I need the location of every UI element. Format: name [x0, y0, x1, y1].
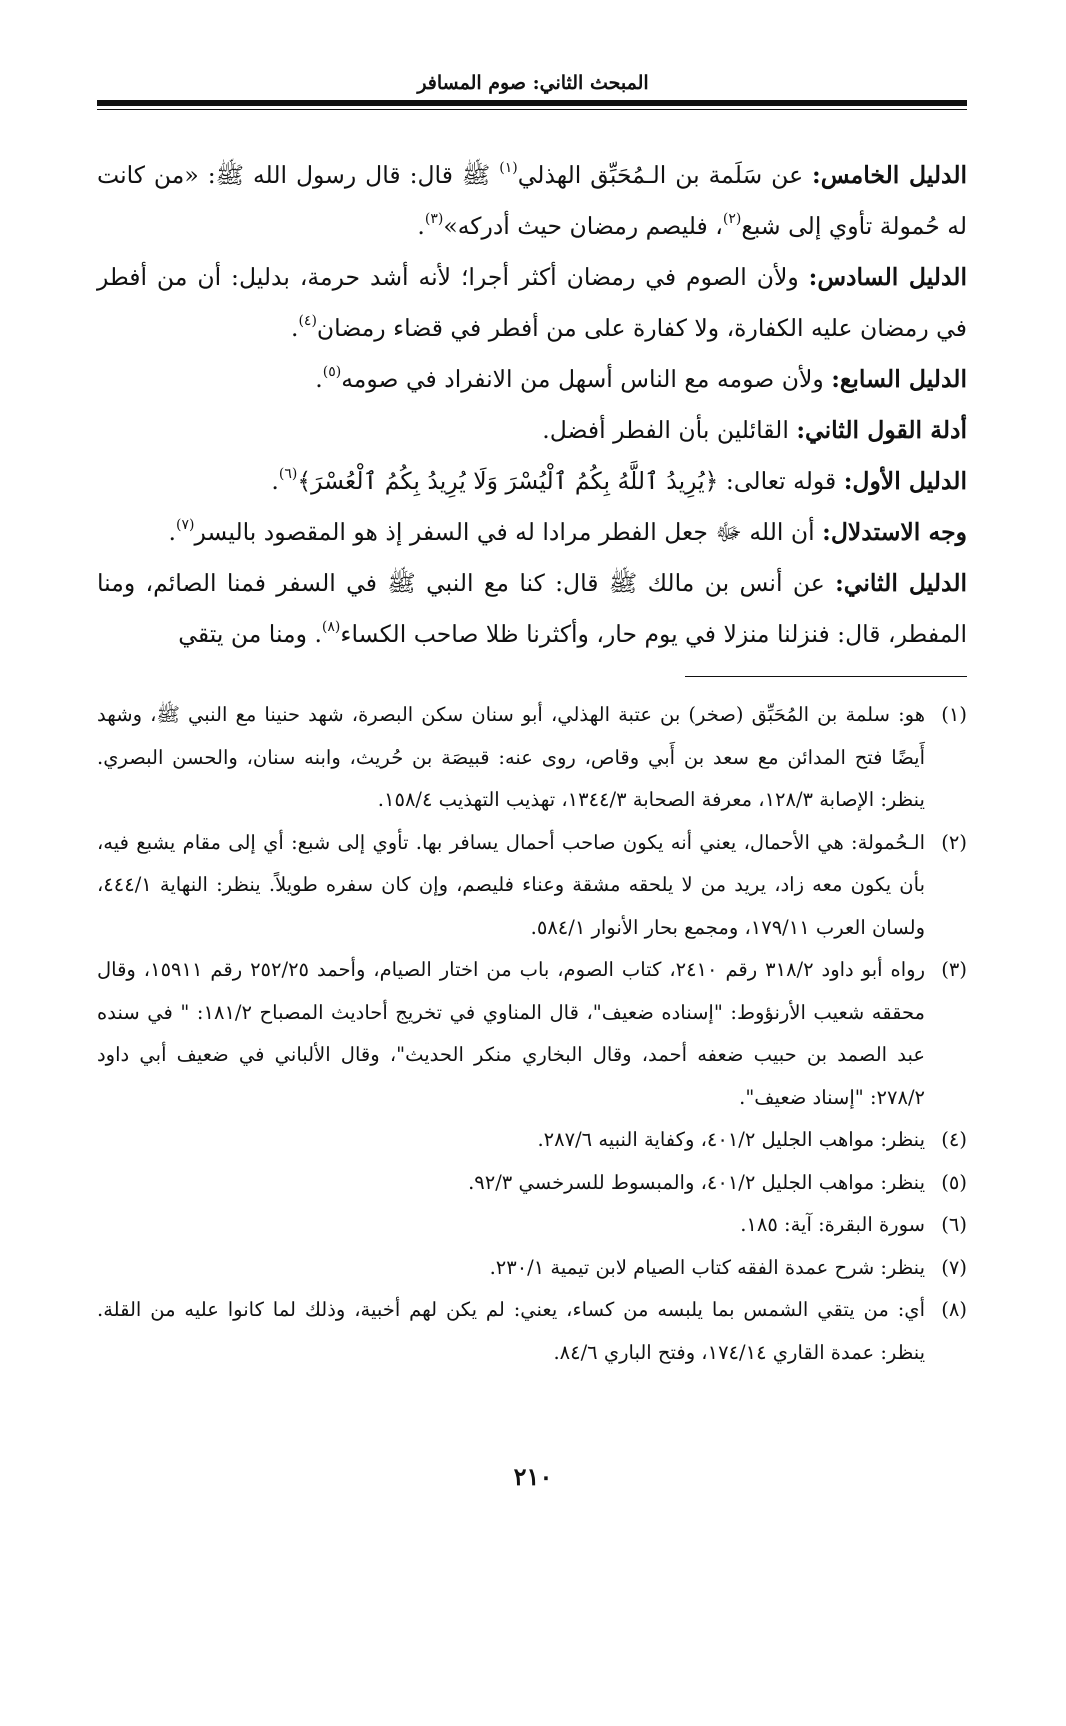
footnote-item	[97, 1119, 967, 1162]
footnote-ref: (٥)	[322, 364, 342, 381]
footnote-ref: (٦)	[278, 466, 298, 483]
body-text-run: ولأن صومه مع الناس أسهل من الانفراد في صومه	[341, 365, 832, 393]
footnote-number: (٣)	[941, 958, 967, 981]
body-paragraph	[97, 456, 967, 507]
footnote-ref: (٨)	[321, 619, 341, 636]
footnote-number: (٢)	[941, 830, 967, 854]
footnote-text: ينظر: مواهب الجليل ٤٠١/٢، والمبسوط للسرخسي ٩٢/٣.	[468, 1170, 925, 1194]
footnote-ref: (٧)	[175, 517, 195, 534]
main-text	[97, 150, 967, 660]
footnote-number: (٧)	[941, 1255, 967, 1279]
footnote-item	[97, 694, 967, 822]
footnote-ref: (٣)	[424, 211, 444, 228]
footnote-text: رواه أبو داود ٣١٨/٢ رقم ٢٤١٠، كتاب الصوم، باب من اختار الصيام، وأحمد ٢٥٢/٢٥ رقم ١٥٩١١، وقال محققه شعيب الأرنؤوط: "إسناده ضعيف"، قال المناوي في تخريج أحاديث المصباح ١٨١/٢: " في سنده عبد الصمد بن حبيب ضعفه أحمد، وقال البخاري منكر الحديث"، وقال الألباني في ضعيف أبي داود ٢٧٨/٢: "إسناد ضعيف".	[97, 958, 926, 1109]
footnote-item	[97, 1289, 967, 1374]
body-paragraph	[97, 252, 967, 354]
evidence-label: الدليل الخامس:	[812, 161, 968, 189]
body-text-run: ، فليصم رمضان حيث أدركه»	[443, 212, 723, 240]
body-text-run: عن أنس بن مالك ﷺ قال: كنا مع النبي ﷺ في السفر فمنا الصائم، ومنا المفطر، قال: فنزلنا منزلا في يوم حار، وأكثرنا ظلا صاحب الكساء	[97, 569, 967, 648]
body-paragraph	[97, 150, 967, 252]
running-header: المبحث الثاني: صوم المسافر	[417, 72, 649, 94]
evidence-label: الدليل الثاني:	[835, 569, 968, 597]
body-paragraph	[97, 405, 967, 456]
body-text-run: .	[290, 314, 299, 342]
body-text-run: .	[315, 365, 323, 393]
evidence-label: أدلة القول الثاني:	[796, 416, 967, 444]
evidence-label: وجه الاستدلال:	[822, 518, 967, 546]
body-text-run: ﷺ قال: قال رسول الله ﷺ: «من كانت له حُمولة تأوي إلى شبع	[97, 161, 967, 240]
footnote-ref: (٢)	[722, 211, 742, 228]
footnote-text: أي: من يتقي الشمس بما يلبسه من كساء، يعني: لم يكن لهم أخبية، وذلك لما كانوا عليه من القلة. ينظر: عمدة القاري ١٧٤/١٤، وفتح الباري ٨٤/٦.	[97, 1298, 925, 1364]
header-rule-thick	[97, 100, 967, 106]
footnote-item	[97, 949, 967, 1119]
footnote-ref: (١)	[499, 160, 518, 177]
body-paragraph	[97, 354, 967, 405]
footnote-number: (٤)	[941, 1128, 967, 1151]
body-text-run: ولأن الصوم في رمضان أكثر أجرا؛ لأنه أشد حرمة، بدليل: أن من أفطر في رمضان عليه الكفارة، ولا كفارة على من أفطر في قضاء رمضان	[97, 263, 967, 342]
evidence-label: الدليل السابع:	[831, 365, 967, 393]
header-rule-thin	[97, 109, 967, 110]
footnote-separator	[685, 676, 967, 677]
footnote-text: الـحُمولة: هي الأحمال، يعني أنه يكون صاحب أحمال يسافر بها. تأوي إلى شبع: أي إلى مقام يشبع فيه، بأن يكون معه زاد، يريد من لا يلحقه مشقة وعناء فليصم، وإن كان سفره طويلاً. ينظر: النهاية ٤٤٤/١، ولسان العرب ١٧٩/١١، ومجمع بحار الأنوار ٥٨٤/١.	[97, 830, 925, 939]
footnote-item	[97, 822, 967, 950]
page-number: ٢١٠	[513, 1462, 553, 1491]
footnote-item	[97, 1204, 967, 1247]
body-paragraph	[97, 507, 967, 558]
evidence-label: الدليل السادس:	[808, 263, 967, 291]
footnote-number: (٥)	[941, 1170, 967, 1194]
body-text-run: .	[417, 212, 425, 240]
footnote-text: سورة البقرة: آية: ١٨٥.	[740, 1213, 925, 1236]
footnote-item	[97, 1162, 967, 1205]
footnotes	[97, 694, 967, 1374]
body-text-run: عن سَلَمة بن الـمُحَبِّق الهذلي	[517, 161, 813, 189]
footnote-item	[97, 1247, 967, 1290]
body-text-run: .	[271, 467, 279, 495]
footnote-text: ينظر: شرح عمدة الفقه كتاب الصيام لابن تيمية ٢٣٠/١.	[489, 1255, 925, 1279]
body-text-run: قوله تعالى:	[718, 467, 844, 495]
evidence-label: الدليل الأول:	[843, 467, 967, 495]
body-text-run: .	[168, 518, 176, 546]
footnote-number: (٦)	[941, 1213, 967, 1236]
footnote-number: (١)	[941, 703, 967, 726]
body-text-run: القائلين بأن الفطر أفضل.	[542, 416, 797, 444]
footnote-text: ينظر: مواهب الجليل ٤٠١/٢، وكفاية النبيه ٢٨٧/٦.	[537, 1128, 925, 1151]
body-text-run: . ومنا من يتقي	[178, 620, 322, 648]
footnote-ref: (٤)	[298, 313, 317, 330]
body-paragraph	[97, 558, 967, 660]
footnote-text: هو: سلمة بن المُحَبِّق (صخر) بن عتبة الهذلي، أبو سنان سكن البصرة، شهد حنينا مع النبي ﷺ، وشهد أَيضًا فتح المدائن مع سعد بن أَبي وقاص، روى عنه: قبيصَة بن حُريث، وابنه سنان، والحسن البصري. ينظر: الإصابة ١٢٨/٣، معرفة الصحابة ١٣٤٤/٣، تهذيب التهذيب ١٥٨/٤.	[97, 703, 925, 811]
quran-verse: ﴿يُرِيدُ ٱللَّهُ بِكُمُ ٱلْيُسْرَ وَلَا يُرِيدُ بِكُمُ ٱلْعُسْرَ﴾	[297, 467, 719, 495]
body-text-run: أن الله ﷻ جعل الفطر مرادا له في السفر إذ هو المقصود باليسر	[194, 518, 823, 546]
footnote-number: (٨)	[941, 1298, 967, 1321]
